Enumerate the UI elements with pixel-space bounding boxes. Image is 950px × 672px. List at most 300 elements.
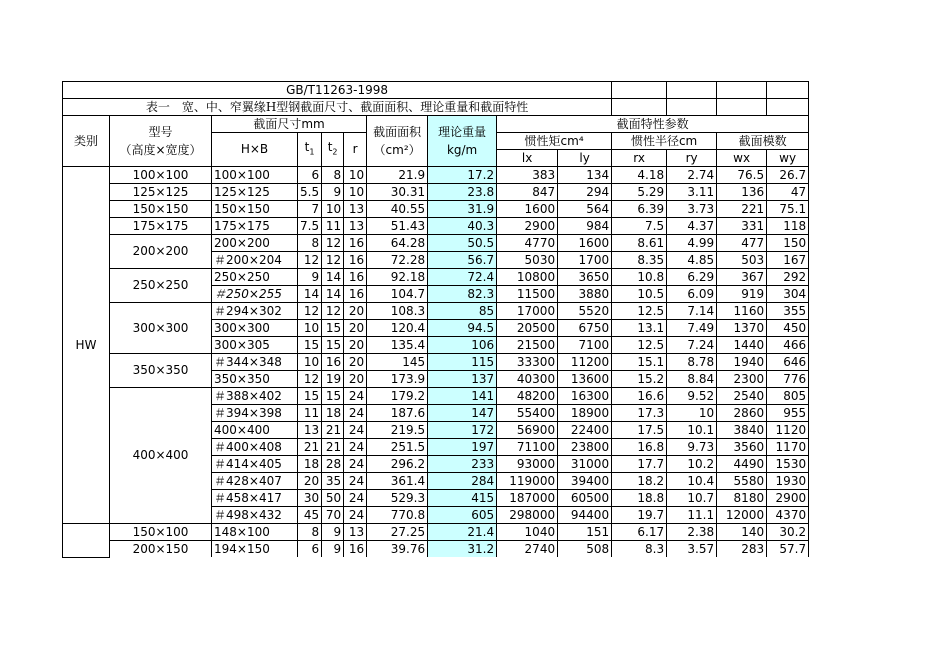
wy-cell: 1930 [767,473,809,490]
rx-cell: 5.29 [612,184,667,201]
ix-header: lx [497,150,558,167]
hb-cell: ＃428×407 [212,473,298,490]
rx-cell: 8.35 [612,252,667,269]
r-cell: 20 [344,337,367,354]
table-row [63,388,809,405]
props-header: 截面特性参数 [497,116,809,133]
wx-cell: 2540 [717,388,767,405]
weight-cell: 137 [428,371,497,388]
table-row [63,167,809,184]
wy-cell: 805 [767,388,809,405]
area-cell: 64.28 [367,235,428,252]
iy-cell: 5520 [558,303,612,320]
t2-cell: 8 [322,167,344,184]
t2-cell: 50 [322,490,344,507]
table-row [63,184,809,201]
area-cell: 529.3 [367,490,428,507]
wy-cell: 466 [767,337,809,354]
weight-cell: 82.3 [428,286,497,303]
rx-cell: 13.1 [612,320,667,337]
iy-cell: 39400 [558,473,612,490]
ix-cell: 1040 [497,524,558,541]
wx-cell: 2860 [717,405,767,422]
ry-cell: 10.4 [667,473,717,490]
r-cell: 24 [344,490,367,507]
iy-cell: 564 [558,201,612,218]
t2-cell: 12 [322,252,344,269]
wy-cell: 292 [767,269,809,286]
hb-cell: ＃400×408 [212,439,298,456]
hb-cell: 175×175 [212,218,298,235]
rx-cell: 17.7 [612,456,667,473]
subtitle-row [63,99,809,116]
wy-cell: 4370 [767,507,809,524]
ix-cell: 847 [497,184,558,201]
t1-header: $t_1$ [298,133,322,167]
area-header: 截面面积 （cm²） [367,116,428,167]
ry-cell: 3.73 [667,201,717,218]
wx-cell: 3560 [717,439,767,456]
area-cell: 187.6 [367,405,428,422]
area-cell: 120.4 [367,320,428,337]
hb-cell: ＃394×398 [212,405,298,422]
wx-cell: 1440 [717,337,767,354]
weight-cell: 85 [428,303,497,320]
t2-cell: 15 [322,337,344,354]
ry-cell: 7.24 [667,337,717,354]
rx-cell: 19.7 [612,507,667,524]
hb-cell: ＃458×417 [212,490,298,507]
wx-cell: 919 [717,286,767,303]
iy-cell: 18900 [558,405,612,422]
h-beam-spec-table [62,81,809,558]
ry-cell: 6.29 [667,269,717,286]
wx-cell: 140 [717,524,767,541]
r-cell: 20 [344,303,367,320]
ry-cell: 9.52 [667,388,717,405]
ix-cell: 93000 [497,456,558,473]
rx-header: rx [612,150,667,167]
r-cell: 24 [344,405,367,422]
t2-cell: 15 [322,320,344,337]
area-cell: 108.3 [367,303,428,320]
ry-cell: 10.2 [667,456,717,473]
wy-cell: 30.2 [767,524,809,541]
t1-cell: 20 [298,473,322,490]
weight-cell: 141 [428,388,497,405]
hb-cell: 350×350 [212,371,298,388]
wx-cell: 503 [717,252,767,269]
rx-cell: 17.5 [612,422,667,439]
area-cell: 179.2 [367,388,428,405]
t1-cell: 10 [298,320,322,337]
wx-cell: 76.5 [717,167,767,184]
iy-cell: 984 [558,218,612,235]
ry-cell: 2.74 [667,167,717,184]
hb-header: H×B [212,133,298,167]
ix-cell: 298000 [497,507,558,524]
t2-cell: 21 [322,422,344,439]
t1-cell: 30 [298,490,322,507]
ix-cell: 33300 [497,354,558,371]
rx-cell: 8.3 [612,541,667,558]
iy-cell: 3880 [558,286,612,303]
wx-cell: 1940 [717,354,767,371]
hb-cell: ＃250×255 [212,286,298,303]
ry-cell: 3.11 [667,184,717,201]
t1-cell: 45 [298,507,322,524]
ry-cell: 10.7 [667,490,717,507]
table-row [63,303,809,320]
ry-cell: 10.1 [667,422,717,439]
r-cell: 24 [344,456,367,473]
iy-cell: 134 [558,167,612,184]
ix-cell: 21500 [497,337,558,354]
rx-cell: 18.8 [612,490,667,507]
ry-header: ry [667,150,717,167]
ix-cell: 40300 [497,371,558,388]
model-cell: 125×125 [110,184,212,201]
wy-cell: 150 [767,235,809,252]
weight-cell: 72.4 [428,269,497,286]
t1-cell: 12 [298,371,322,388]
iy-cell: 94400 [558,507,612,524]
rx-cell: 10.8 [612,269,667,286]
table-row [63,524,809,541]
ry-cell: 11.1 [667,507,717,524]
weight-cell: 56.7 [428,252,497,269]
ry-cell: 7.14 [667,303,717,320]
r-cell: 24 [344,439,367,456]
wy-cell: 646 [767,354,809,371]
hb-cell: 250×250 [212,269,298,286]
wy-cell: 304 [767,286,809,303]
weight-cell: 31.9 [428,201,497,218]
weight-cell: 21.4 [428,524,497,541]
ix-cell: 2900 [497,218,558,235]
weight-cell: 23.8 [428,184,497,201]
table-row [63,235,809,252]
ry-cell: 6.09 [667,286,717,303]
wy-cell: 2900 [767,490,809,507]
t2-cell: 9 [322,184,344,201]
ry-cell: 10 [667,405,717,422]
area-cell: 27.25 [367,524,428,541]
wy-header: wy [767,150,809,167]
weight-cell: 284 [428,473,497,490]
ix-cell: 11500 [497,286,558,303]
t2-header: $t_2$ [322,133,344,167]
t2-cell: 9 [322,541,344,558]
wx-cell: 2300 [717,371,767,388]
t2-cell: 28 [322,456,344,473]
category-cell: HW [63,167,110,524]
iy-cell: 1600 [558,235,612,252]
weight-cell: 415 [428,490,497,507]
ix-cell: 17000 [497,303,558,320]
wy-cell: 450 [767,320,809,337]
iy-cell: 7100 [558,337,612,354]
ix-cell: 383 [497,167,558,184]
r-cell: 20 [344,320,367,337]
r-cell: 10 [344,167,367,184]
iy-cell: 60500 [558,490,612,507]
iy-cell: 16300 [558,388,612,405]
t1-cell: 15 [298,388,322,405]
area-cell: 40.55 [367,201,428,218]
weight-cell: 605 [428,507,497,524]
modulus-header: 截面模数 [717,133,809,150]
r-cell: 16 [344,269,367,286]
hb-cell: 200×200 [212,235,298,252]
area-cell: 251.5 [367,439,428,456]
model-cell: 250×250 [110,269,212,303]
r-cell: 16 [344,286,367,303]
weight-cell: 106 [428,337,497,354]
t1-cell: 9 [298,269,322,286]
ry-cell: 7.49 [667,320,717,337]
r-cell: 16 [344,252,367,269]
weight-cell: 40.3 [428,218,497,235]
wy-cell: 1530 [767,456,809,473]
iy-cell: 3650 [558,269,612,286]
t2-cell: 14 [322,269,344,286]
r-cell: 20 [344,354,367,371]
t2-cell: 12 [322,235,344,252]
r-header: r [344,133,367,167]
ry-cell: 9.73 [667,439,717,456]
iy-cell: 23800 [558,439,612,456]
t2-cell: 15 [322,388,344,405]
t1-cell: 7.5 [298,218,322,235]
ix-cell: 56900 [497,422,558,439]
hb-cell: 150×150 [212,201,298,218]
r-cell: 13 [344,201,367,218]
weight-header: 理论重量 kg/m [428,116,497,167]
weight-cell: 94.5 [428,320,497,337]
ix-cell: 5030 [497,252,558,269]
area-cell: 39.76 [367,541,428,558]
iy-cell: 31000 [558,456,612,473]
t1-cell: 18 [298,456,322,473]
ry-cell: 4.85 [667,252,717,269]
weight-cell: 31.2 [428,541,497,558]
t1-cell: 14 [298,286,322,303]
hb-cell: 400×400 [212,422,298,439]
rx-cell: 6.17 [612,524,667,541]
t1-cell: 12 [298,303,322,320]
inertia-header: 惯性矩cm⁴ [497,133,612,150]
hb-cell: ＃388×402 [212,388,298,405]
r-cell: 24 [344,388,367,405]
r-cell: 24 [344,473,367,490]
iy-cell: 151 [558,524,612,541]
wx-cell: 1370 [717,320,767,337]
wx-cell: 283 [717,541,767,558]
iy-cell: 294 [558,184,612,201]
ix-cell: 2740 [497,541,558,558]
iy-header: ly [558,150,612,167]
ix-cell: 187000 [497,490,558,507]
ry-cell: 3.57 [667,541,717,558]
iy-cell: 1700 [558,252,612,269]
t1-cell: 21 [298,439,322,456]
wy-cell: 118 [767,218,809,235]
ry-cell: 4.37 [667,218,717,235]
t1-cell: 10 [298,354,322,371]
weight-cell: 17.2 [428,167,497,184]
rx-cell: 17.3 [612,405,667,422]
t2-cell: 16 [322,354,344,371]
ix-cell: 55400 [497,405,558,422]
ry-cell: 8.84 [667,371,717,388]
wx-cell: 4490 [717,456,767,473]
weight-cell: 147 [428,405,497,422]
model-cell: 200×200 [110,235,212,269]
ix-cell: 10800 [497,269,558,286]
r-cell: 13 [344,218,367,235]
category-cell [63,524,110,558]
area-cell: 92.18 [367,269,428,286]
wy-cell: 776 [767,371,809,388]
t2-cell: 14 [322,286,344,303]
r-cell: 24 [344,422,367,439]
hb-cell: 148×100 [212,524,298,541]
area-cell: 219.5 [367,422,428,439]
standard-title: GB/T11263-1998 [63,82,612,99]
iy-cell: 508 [558,541,612,558]
t2-cell: 10 [322,201,344,218]
header-row-1 [63,116,809,133]
t1-cell: 6 [298,167,322,184]
wy-cell: 57.7 [767,541,809,558]
r-cell: 16 [344,541,367,558]
t1-cell: 15 [298,337,322,354]
category-header: 类别 [63,116,110,167]
hb-cell: 100×100 [212,167,298,184]
iy-cell: 11200 [558,354,612,371]
wy-cell: 47 [767,184,809,201]
area-cell: 30.31 [367,184,428,201]
area-cell: 173.9 [367,371,428,388]
weight-cell: 115 [428,354,497,371]
rx-cell: 15.1 [612,354,667,371]
t1-cell: 8 [298,235,322,252]
r-cell: 13 [344,524,367,541]
wy-cell: 1120 [767,422,809,439]
wy-cell: 167 [767,252,809,269]
wx-cell: 5580 [717,473,767,490]
model-cell: 100×100 [110,167,212,184]
ix-cell: 48200 [497,388,558,405]
model-cell: 175×175 [110,218,212,235]
t1-cell: 11 [298,405,322,422]
wx-cell: 477 [717,235,767,252]
radius-header: 惯性半径cm [612,133,717,150]
hb-cell: 300×300 [212,320,298,337]
table-row [63,541,809,558]
r-cell: 10 [344,184,367,201]
ix-cell: 1600 [497,201,558,218]
rx-cell: 18.2 [612,473,667,490]
table-row [63,201,809,218]
t2-cell: 35 [322,473,344,490]
r-cell: 20 [344,371,367,388]
rx-cell: 6.39 [612,201,667,218]
table-row [63,354,809,371]
area-cell: 296.2 [367,456,428,473]
t1-cell: 12 [298,252,322,269]
dims-header: 截面尺寸mm [212,116,367,133]
r-cell: 16 [344,235,367,252]
weight-cell: 50.5 [428,235,497,252]
t2-cell: 18 [322,405,344,422]
iy-cell: 6750 [558,320,612,337]
rx-cell: 10.5 [612,286,667,303]
weight-cell: 172 [428,422,497,439]
hb-cell: 194×150 [212,541,298,558]
wy-cell: 1170 [767,439,809,456]
ix-cell: 71100 [497,439,558,456]
area-cell: 21.9 [367,167,428,184]
ix-cell: 4770 [497,235,558,252]
title-row [63,82,809,99]
area-cell: 72.28 [367,252,428,269]
area-cell: 51.43 [367,218,428,235]
ry-cell: 2.38 [667,524,717,541]
table-subtitle: 表一 宽、中、窄翼缘H型钢截面尺寸、截面面积、理论重量和截面特性 [63,99,612,116]
t1-cell: 5.5 [298,184,322,201]
t1-cell: 6 [298,541,322,558]
model-header: 型号 （高度×宽度） [110,116,212,167]
hb-cell: ＃414×405 [212,456,298,473]
area-cell: 361.4 [367,473,428,490]
area-cell: 104.7 [367,286,428,303]
rx-cell: 4.18 [612,167,667,184]
t1-cell: 7 [298,201,322,218]
hb-cell: ＃344×348 [212,354,298,371]
wy-cell: 75.1 [767,201,809,218]
rx-cell: 8.61 [612,235,667,252]
ix-cell: 119000 [497,473,558,490]
model-cell: 300×300 [110,303,212,354]
model-cell: 400×400 [110,388,212,524]
wy-cell: 955 [767,405,809,422]
area-cell: 770.8 [367,507,428,524]
wx-cell: 221 [717,201,767,218]
area-cell: 145 [367,354,428,371]
hb-cell: 125×125 [212,184,298,201]
ix-cell: 20500 [497,320,558,337]
t2-cell: 9 [322,524,344,541]
weight-cell: 233 [428,456,497,473]
rx-cell: 16.6 [612,388,667,405]
rx-cell: 15.2 [612,371,667,388]
hb-cell: ＃498×432 [212,507,298,524]
wx-cell: 1160 [717,303,767,320]
wx-cell: 136 [717,184,767,201]
r-cell: 24 [344,507,367,524]
model-cell: 150×150 [110,201,212,218]
wy-cell: 26.7 [767,167,809,184]
wx-cell: 8180 [717,490,767,507]
wx-cell: 12000 [717,507,767,524]
wy-cell: 355 [767,303,809,320]
t2-cell: 70 [322,507,344,524]
t1-cell: 13 [298,422,322,439]
t2-cell: 11 [322,218,344,235]
t1-cell: 8 [298,524,322,541]
